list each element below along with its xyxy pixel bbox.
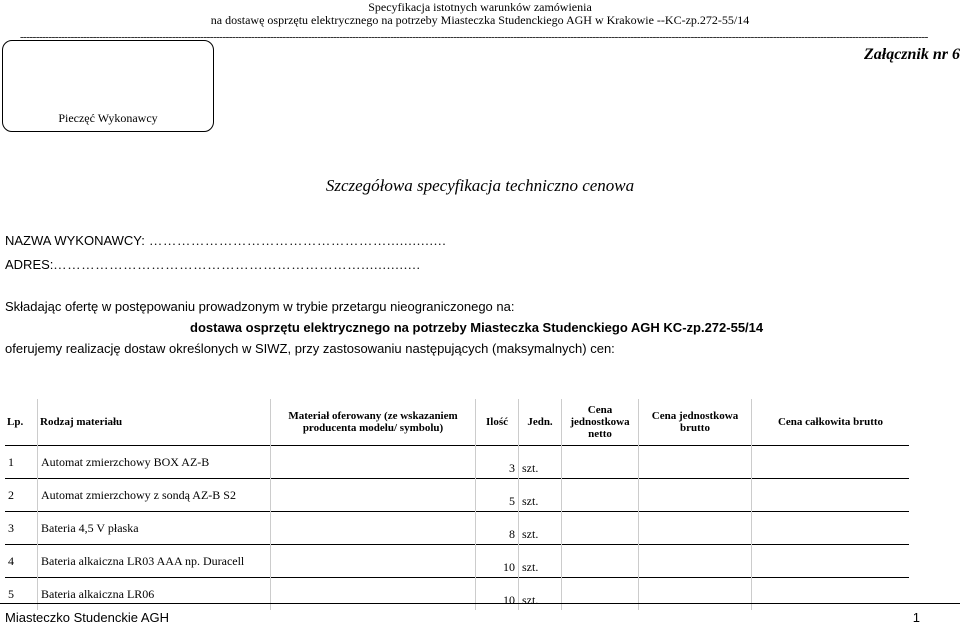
row-net-cell[interactable] xyxy=(562,512,639,545)
price-table xyxy=(5,399,909,610)
row-gross-cell[interactable] xyxy=(639,479,752,512)
offer-text: oferujemy realizację dostaw określonych w SIWZ, przy zastosowaniu następujących (maksymalnych) cen: xyxy=(5,341,615,356)
page-number: 1 xyxy=(912,610,920,625)
document-title: Szczegółowa specyfikacja techniczno cenowa xyxy=(325,176,635,195)
header-divider: ----------------------------------------------------------------------------------------------------------------------------------------------------------------------------------------------------------------------------------------------------------------------------------------------- xyxy=(20,31,928,43)
row-lp: 5 xyxy=(5,578,38,611)
row-offered-cell[interactable] xyxy=(271,545,476,578)
row-gross-cell[interactable] xyxy=(639,545,752,578)
row-gross-cell[interactable] xyxy=(639,512,752,545)
contractor-address-label: ADRES: xyxy=(5,257,54,272)
intro-text: Składając ofertę w postępowaniu prowadzonym w trybie przetargu nieograniczonego na: xyxy=(5,299,515,314)
header-subtitle: na dostawę osprzętu elektrycznego na potrzeby Miasteczka Studenckiego AGH w Krakowie --KC-zp.272-55/14 xyxy=(210,13,750,27)
header-title: Specyfikacja istotnych warunków zamówienia xyxy=(368,0,592,14)
row-qty: 10 xyxy=(476,545,519,578)
row-unit: szt. xyxy=(519,479,562,512)
row-material: Bateria alkaiczna LR06 xyxy=(38,578,271,611)
row-qty: 5 xyxy=(476,479,519,512)
row-qty: 3 xyxy=(476,446,519,479)
row-unit: szt. xyxy=(519,512,562,545)
col-gross: Cena jednostkowa brutto xyxy=(639,399,752,446)
row-unit: szt. xyxy=(519,578,562,611)
row-gross-cell[interactable] xyxy=(639,446,752,479)
row-total-cell[interactable] xyxy=(752,512,910,545)
row-lp: 4 xyxy=(5,545,38,578)
contractor-address-line xyxy=(5,257,421,273)
subject-text: dostawa osprzętu elektrycznego na potrzeby Miasteczka Studenckiego AGH KC-zp.272-55/14 xyxy=(190,320,764,335)
row-lp: 2 xyxy=(5,479,38,512)
row-qty: 8 xyxy=(476,512,519,545)
row-net-cell[interactable] xyxy=(562,545,639,578)
page-footer xyxy=(0,603,960,631)
row-total-cell[interactable] xyxy=(752,446,910,479)
contractor-address-field[interactable]: ………………………………………………………….............. xyxy=(53,257,421,272)
col-qty: Ilość xyxy=(476,399,519,446)
table-row xyxy=(5,479,909,512)
table-row xyxy=(5,446,909,479)
row-material: Automat zmierzchowy BOX AZ-B xyxy=(38,446,271,479)
row-total-cell[interactable] xyxy=(752,479,910,512)
row-qty: 10 xyxy=(476,578,519,611)
table-header-row xyxy=(5,399,909,446)
row-offered-cell[interactable] xyxy=(271,446,476,479)
row-material: Bateria 4,5 V płaska xyxy=(38,512,271,545)
annex-number: Załącznik nr 6 xyxy=(863,46,960,63)
stamp-label: Pieczęć Wykonawcy xyxy=(58,111,158,125)
col-offered: Materiał oferowany (ze wskazaniem producenta modelu/ symbolu) xyxy=(271,399,476,446)
col-unit: Jedn. xyxy=(519,399,562,446)
contractor-stamp-box xyxy=(2,40,214,132)
row-lp: 1 xyxy=(5,446,38,479)
table-row xyxy=(5,512,909,545)
footer-org: Miasteczko Studenckie AGH xyxy=(5,610,170,625)
row-unit: szt. xyxy=(519,446,562,479)
row-offered-cell[interactable] xyxy=(271,512,476,545)
contractor-name-field[interactable]: …………………………………………….............. xyxy=(144,233,447,248)
table-row xyxy=(5,545,909,578)
contractor-name-label: NAZWA WYKONAWCY: xyxy=(5,233,145,248)
col-material: Rodzaj materiału xyxy=(38,399,271,446)
row-unit: szt. xyxy=(519,545,562,578)
row-total-cell[interactable] xyxy=(752,545,910,578)
row-material: Bateria alkaiczna LR03 AAA np. Duracell xyxy=(38,545,271,578)
row-material: Automat zmierzchowy z sondą AZ-B S2 xyxy=(38,479,271,512)
row-net-cell[interactable] xyxy=(562,446,639,479)
col-lp: Lp. xyxy=(7,416,24,428)
row-lp: 3 xyxy=(5,512,38,545)
col-total: Cena całkowita brutto xyxy=(752,399,910,446)
row-net-cell[interactable] xyxy=(562,479,639,512)
col-net: Cena jednostkowa netto xyxy=(562,399,639,446)
contractor-name-line xyxy=(5,233,447,249)
row-offered-cell[interactable] xyxy=(271,479,476,512)
